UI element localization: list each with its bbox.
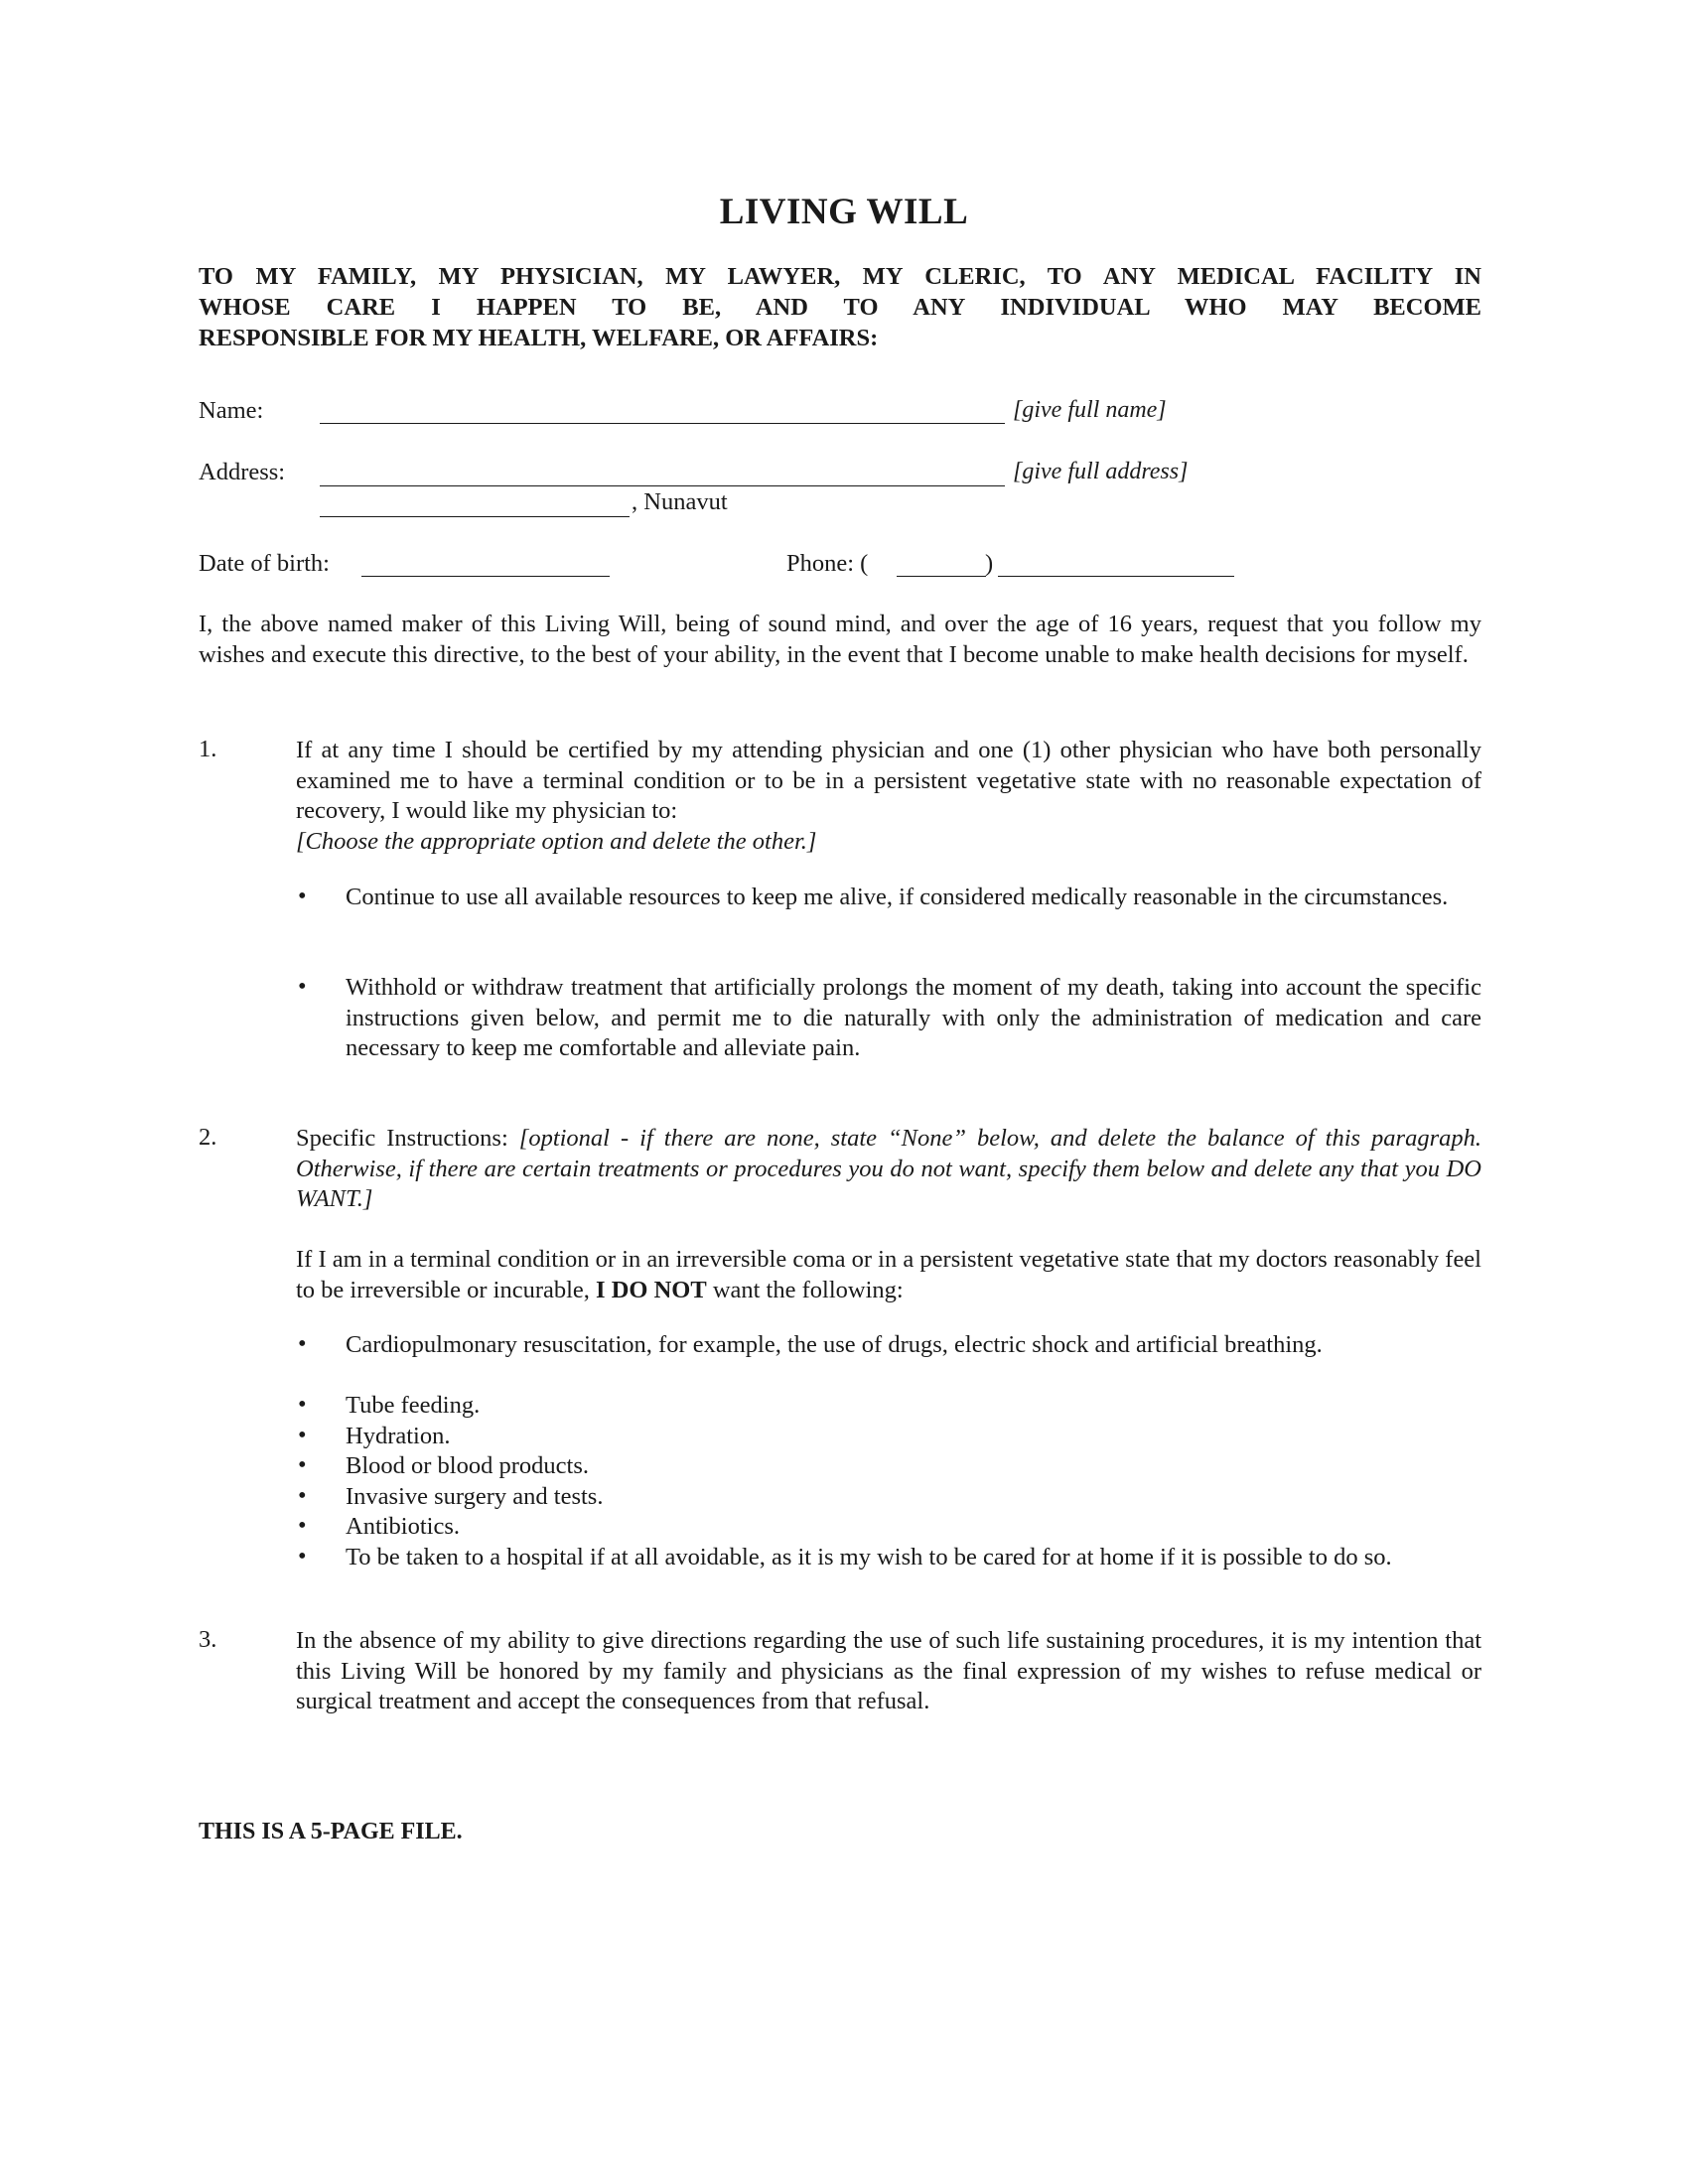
clause-2-text-bold: I DO NOT [596,1276,707,1303]
intro-paragraph: I, the above named maker of this Living Will, being of sound mind, and over the age of 16 years, request that you follow my wishes and execute this directive, to the best of your ability, in the event that I become unable to make health decisions for myself. [199,611,1481,668]
name-field[interactable] [320,423,1005,424]
clause-2-text-after: want the following: [706,1276,904,1303]
clause-3-text: In the absence of my ability to give directions regarding the use of such life sustaining procedures, it is my intention that this Living Will be honored by my family and physicians as the final expression of my wishes to refuse medical or surgical treatment and accept the consequences from that refusal. [296,1627,1481,1715]
dob-label: Date of birth: [199,550,330,577]
bullet: • [298,883,307,909]
address-field-line-1[interactable] [320,485,1005,486]
clause-2-text-before: If I am in a terminal condition or in an irreversible coma or in a persistent vegetative state that my doctors reasonably feel to be irreversible or incurable, [296,1246,1481,1303]
page-count-notice: THIS IS A 5-PAGE FILE. [199,1819,463,1844]
addressee-line-3: RESPONSIBLE FOR MY HEALTH, WELFARE, OR AFFAIRS: [199,325,879,351]
clause-1-instruction: [Choose the appropriate option and delete the other.] [296,828,817,855]
phone-area-code-field[interactable] [897,576,986,577]
clause-2-item-3: Hydration. [346,1423,451,1449]
clause-2-item-5: Invasive surgery and tests. [346,1483,604,1510]
bullet: • [298,1422,307,1448]
clause-1-option-2: Withhold or withdraw treatment that artificially prolongs the moment of my death, taking into account the specific instructions given below, and permit me to die naturally with only the administration of medication and care necessary to keep me comfortable and alleviate pain. [346,974,1481,1062]
address-hint: [give full address] [1013,459,1189,484]
clause-2-item-6: Antibiotics. [346,1513,461,1540]
bullet: • [298,1512,307,1539]
bullet: • [298,1330,307,1357]
clause-2-text [296,1245,1481,1305]
bullet: • [298,1391,307,1418]
clause-2-instruction: [optional - if there are none, state “None” below, and delete the balance of this paragraph. Otherwise, if there are certain treatments or procedures you do not want, specify them below and delete any that you DO WANT.] [296,1125,1481,1213]
territory-text: , Nunavut [632,488,728,515]
addressee-line-1: TO MY FAMILY, MY PHYSICIAN, MY LAWYER, MY CLERIC, TO ANY MEDICAL FACILITY IN [199,263,1481,290]
clause-2-item-7: To be taken to a hospital if at all avoidable, as it is my wish to be cared for at home if it is possible to do so. [346,1544,1392,1570]
phone-label: Phone: ( [786,550,869,577]
dob-field[interactable] [361,576,610,577]
addressee-block [199,261,1481,353]
phone-close-paren: ) [985,550,994,577]
clause-3-number: 3. [199,1626,217,1653]
clause-2-label: Specific Instructions: [296,1125,519,1152]
clause-2-intro [296,1124,1481,1215]
name-label: Name: [199,397,264,424]
clause-1-text: If at any time I should be certified by my attending physician and one (1) other physician who have both personally examined me to have a terminal condition or to be in a persistent vegetative state with no reasonable expectation of recovery, I would like my physician to: [296,737,1481,825]
phone-number-field[interactable] [998,576,1234,577]
clause-1-number: 1. [199,736,217,762]
address-label: Address: [199,459,286,485]
bullet: • [298,973,307,1000]
name-hint: [give full name] [1013,397,1167,423]
bullet: • [298,1543,307,1570]
clause-2-item-4: Blood or blood products. [346,1452,589,1479]
address-field-line-2[interactable] [320,516,630,517]
clause-2-item-2: Tube feeding. [346,1392,481,1419]
clause-2-item-1: Cardiopulmonary resuscitation, for example, the use of drugs, electric shock and artificial breathing. [346,1331,1323,1358]
addressee-line-2: WHOSE CARE I HAPPEN TO BE, AND TO ANY INDIVIDUAL WHO MAY BECOME [199,294,1481,321]
bullet: • [298,1482,307,1509]
document-title: LIVING WILL [719,192,969,232]
bullet: • [298,1451,307,1478]
clause-2-number: 2. [199,1124,217,1151]
clause-1-option-1: Continue to use all available resources to keep me alive, if considered medically reasonable in the circumstances. [346,884,1449,910]
